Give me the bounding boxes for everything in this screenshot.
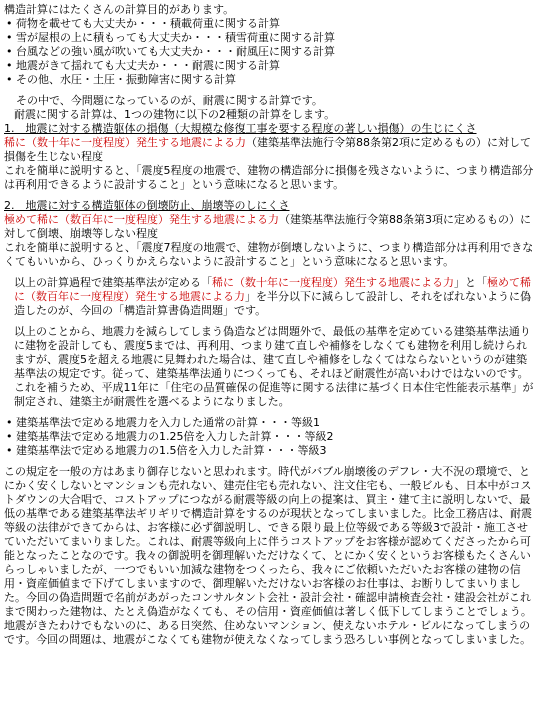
section-1-requirement <box>4 136 536 164</box>
fraud-red-1: 稀に（数十年に一度程度）発生する地震による力 <box>212 276 454 289</box>
fraud-text-1: 以上の計算過程で建築基準法が定める「 <box>14 276 212 289</box>
section-2-heading: 2. 地震に対する構造躯体の倒壊防止、崩壊等のしにくさ <box>4 199 290 212</box>
purpose-list <box>4 17 536 87</box>
grade-list <box>4 416 536 458</box>
grade-item: • 建築基準法で定める地震力を入力した通常の計算・・・等級1 <box>4 416 536 430</box>
purpose-item: • その他、水圧・土圧・振動障害に関する計算 <box>4 73 536 87</box>
law-paragraph: 以上のことから、地震力を減らしてしまう偽造などは問題外で、最低の基準を定めている建築基準法通りに建物を設計しても、震度5までは、再利用、つまり建て直しや補修をしなくても建物を利用し続けられますが、震度5を超える地震に見舞われた場合は、建て直しや補修をしなくてはならないというのが建築基準法の規定です。従って、建築基準法通りにつくっても、それほど耐震性が高いわけではないのです。これを補うため、平成11年に「住宅の品質確保の促進等に関する法律に基づく日本住宅性能表示基準」が制定され、建築主が耐震性を選べるようになりました。 <box>14 325 534 408</box>
section-1-red-text: 稀に（数十年に一度程度）発生する地震による力 <box>4 136 246 149</box>
quake-intro-line-1: その中で、今問題になっているのが、耐震に関する計算です。 <box>16 94 323 107</box>
section-2-law-text: （建築基準法施行令第88条第3項に定めるもの）に対して倒壊、崩壊等しない程度 <box>4 213 531 240</box>
section-1-heading: 1. 地震に対する構造躯体の損傷（大規模な修復工事を要する程度の著しい損傷）の生じにくさ <box>4 122 477 135</box>
section-1-law-text: （建築基準法施行令第88条第2項に定めるもの）に対して損傷を生じない程度 <box>4 136 531 163</box>
purpose-item: • 台風などの強い風が吹いても大丈夫か・・・耐風圧に関する計算 <box>4 45 536 59</box>
section-1-explanation: これを簡単に説明すると、「震度5程度の地震で、建物の構造部分に損傷を残さないように、つまり構造部分は再利用できるように設計すること」という意味になると思います。 <box>4 164 534 191</box>
grade-item: • 建築基準法で定める地震力の1.5倍を入力した計算・・・等級3 <box>4 444 536 458</box>
final-paragraph: この規定を一般の方はあまり御存じないと思われます。時代がバブル崩壊後のデフレ・大不況の環境で、とにかく安くしないとマンションも売れない、建売住宅も売れない、注文住宅も、一般ビルも、日本中がコストダウンの大合唱で、コストアップにつながる耐震等級の向上の提案は、買主・建て主に説明しないで、最低の基準である建築基準法ギリギリで構造計算をするのが現状となってしまいました。比金工務店は、耐震等級の法律ができてからは、お客様に必ず御説明し、できる限り最上位等級である等級3で設計・施工させていただいてまいりました。これは、耐震等級向上に伴うコストアップをお客様が認めてくださったから可能となったことなのです。我々の御説明を御理解いただけなくて、とにかく安くというお客様もたくさんいらっしゃいましたが、一つでもいい加減な建物をつくったら、我々にご依頼いただいたお客様の建物の信用・資産価値まで下げてしまいますので、御理解いただけないお客様のお仕事は、お断りしてまいりました。今回の偽造問題で名前があがったコンサルタント会社・設計会社・確認申請検査会社・建設会社がこれまで関わった建物は、たとえ偽造がなくても、その信用・資産価値は著しく低下してしまうことでしょう。地震がきたわけでもないのに、ある日突然、住めないマンション、使えないホテル・ビルになってしまうのです。今回の問題は、地震がこなくても建物が使えなくなってしまう恐ろしい事例となってしまいました。 <box>4 465 532 646</box>
section-2-explanation: これを簡単に説明すると、「震度7程度の地震で、建物が倒壊しないように、つまり構造部分は再利用できなくてもいいから、ひっくりかえらないように設計すること」という意味になると思います。 <box>4 241 534 268</box>
fraud-red-2: 極めて稀に（数百年に一度程度）発生する地震による力 <box>14 276 531 303</box>
quake-intro-line-2: 耐震に関する計算は、1つの建物に以下の2種類の計算をします。 <box>14 108 336 121</box>
intro-text: 構造計算にはたくさんの計算目的があります。 <box>4 3 235 16</box>
purpose-item: • 地震がきて揺れても大丈夫か・・・耐震に関する計算 <box>4 59 536 73</box>
grade-item: • 建築基準法で定める地震力の1.25倍を入力した計算・・・等級2 <box>4 430 536 444</box>
fraud-text-2: 」と「 <box>454 276 487 289</box>
fraud-paragraph <box>4 276 536 318</box>
purpose-item: • 雪が屋根の上に積もっても大丈夫か・・・積雪荷重に関する計算 <box>4 31 536 45</box>
fraud-text-3: 」を半分以下に減らして設計し、それをばれないように偽造したのが、今回の「構造計算書偽造問題」です。 <box>14 290 531 317</box>
purpose-item: • 荷物を載せても大丈夫か・・・積載荷重に関する計算 <box>4 17 536 31</box>
section-2-requirement <box>4 213 536 241</box>
section-2-red-text: 極めて稀に（数百年に一度程度）発生する地震による力 <box>4 213 279 226</box>
